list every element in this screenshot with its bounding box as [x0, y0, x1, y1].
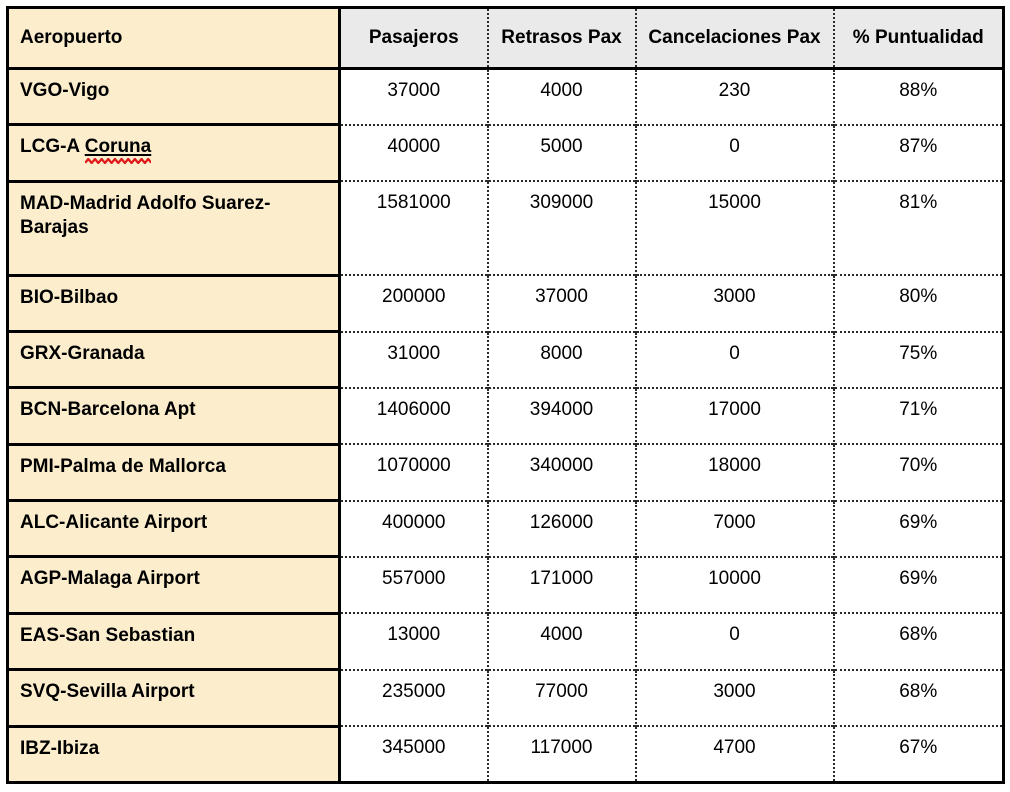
cell-pasajeros[interactable]: 13000: [340, 613, 488, 669]
cell-pasajeros[interactable]: 557000: [340, 557, 488, 613]
table-header: [8, 8, 1004, 69]
table-row: [8, 557, 1004, 613]
cell-retrasos[interactable]: 171000: [488, 557, 636, 613]
cell-airport-name[interactable]: ALC-Alicante Airport: [8, 501, 340, 557]
cell-puntualidad[interactable]: 88%: [834, 69, 1004, 125]
cell-cancelaciones[interactable]: 3000: [636, 275, 834, 331]
airport-table-container: [6, 6, 1002, 784]
cell-retrasos[interactable]: 4000: [488, 613, 636, 669]
cell-pasajeros[interactable]: 345000: [340, 726, 488, 782]
cell-pasajeros[interactable]: 1070000: [340, 444, 488, 500]
cell-airport-name[interactable]: AGP-Malaga Airport: [8, 557, 340, 613]
cell-airport-name[interactable]: MAD-Madrid Adolfo Suarez-Barajas: [8, 181, 340, 275]
table-row: [8, 726, 1004, 782]
table-row: [8, 444, 1004, 500]
cell-retrasos[interactable]: 394000: [488, 388, 636, 444]
cell-puntualidad[interactable]: 71%: [834, 388, 1004, 444]
cell-airport-name[interactable]: SVQ-Sevilla Airport: [8, 670, 340, 726]
cell-cancelaciones[interactable]: 15000: [636, 181, 834, 275]
cell-pasajeros[interactable]: 37000: [340, 69, 488, 125]
cell-pasajeros[interactable]: 235000: [340, 670, 488, 726]
cell-puntualidad[interactable]: 70%: [834, 444, 1004, 500]
cell-airport-name[interactable]: VGO-Vigo: [8, 69, 340, 125]
cell-airport-name[interactable]: [8, 125, 340, 181]
table-row: [8, 125, 1004, 181]
cell-retrasos[interactable]: 77000: [488, 670, 636, 726]
cell-cancelaciones[interactable]: 0: [636, 613, 834, 669]
cell-retrasos[interactable]: 8000: [488, 332, 636, 388]
cell-cancelaciones[interactable]: 10000: [636, 557, 834, 613]
cell-puntualidad[interactable]: 81%: [834, 181, 1004, 275]
cell-cancelaciones[interactable]: 0: [636, 332, 834, 388]
cell-retrasos[interactable]: 340000: [488, 444, 636, 500]
cell-retrasos[interactable]: 309000: [488, 181, 636, 275]
table-row: [8, 69, 1004, 125]
airport-statistics-table: [6, 6, 1005, 784]
cell-pasajeros[interactable]: 1406000: [340, 388, 488, 444]
cell-cancelaciones[interactable]: 4700: [636, 726, 834, 782]
column-header-retrasos-pax[interactable]: Retrasos Pax: [488, 8, 636, 69]
cell-airport-name[interactable]: IBZ-Ibiza: [8, 726, 340, 782]
cell-airport-name[interactable]: BIO-Bilbao: [8, 275, 340, 331]
table-row: [8, 501, 1004, 557]
table-row: [8, 275, 1004, 331]
cell-puntualidad[interactable]: 87%: [834, 125, 1004, 181]
column-header-puntualidad[interactable]: % Puntualidad: [834, 8, 1004, 69]
cell-puntualidad[interactable]: 67%: [834, 726, 1004, 782]
cell-pasajeros[interactable]: 200000: [340, 275, 488, 331]
cell-puntualidad[interactable]: 80%: [834, 275, 1004, 331]
misspelled-word-text: Coruna: [84, 136, 152, 158]
cell-retrasos[interactable]: 4000: [488, 69, 636, 125]
cell-puntualidad[interactable]: 68%: [834, 670, 1004, 726]
table-row: [8, 388, 1004, 444]
cell-airport-name[interactable]: PMI-Palma de Mallorca: [8, 444, 340, 500]
cell-airport-name[interactable]: BCN-Barcelona Apt: [8, 388, 340, 444]
cell-cancelaciones[interactable]: 7000: [636, 501, 834, 557]
table-row: [8, 670, 1004, 726]
cell-pasajeros[interactable]: 1581000: [340, 181, 488, 275]
column-header-aeropuerto[interactable]: Aeropuerto: [8, 8, 340, 69]
column-header-pasajeros[interactable]: Pasajeros: [340, 8, 488, 69]
misspelled-word[interactable]: [85, 136, 152, 157]
cell-pasajeros[interactable]: 400000: [340, 501, 488, 557]
cell-retrasos[interactable]: 37000: [488, 275, 636, 331]
cell-cancelaciones[interactable]: 230: [636, 69, 834, 125]
cell-puntualidad[interactable]: 68%: [834, 613, 1004, 669]
table-row: [8, 613, 1004, 669]
table-row: [8, 332, 1004, 388]
cell-puntualidad[interactable]: 75%: [834, 332, 1004, 388]
cell-retrasos[interactable]: 126000: [488, 501, 636, 557]
cell-cancelaciones[interactable]: 3000: [636, 670, 834, 726]
table-header-row: [8, 8, 1004, 69]
cell-airport-name[interactable]: EAS-San Sebastian: [8, 613, 340, 669]
cell-pasajeros[interactable]: 40000: [340, 125, 488, 181]
cell-puntualidad[interactable]: 69%: [834, 501, 1004, 557]
spellcheck-squiggle-icon: [85, 158, 152, 164]
cell-cancelaciones[interactable]: 18000: [636, 444, 834, 500]
cell-airport-name[interactable]: GRX-Granada: [8, 332, 340, 388]
cell-cancelaciones[interactable]: 17000: [636, 388, 834, 444]
cell-pasajeros[interactable]: 31000: [340, 332, 488, 388]
airport-name-prefix: LCG-A: [20, 136, 85, 158]
column-header-cancelaciones-pax[interactable]: Cancelaciones Pax: [636, 8, 834, 69]
cell-cancelaciones[interactable]: 0: [636, 125, 834, 181]
table-body: [8, 69, 1004, 783]
cell-retrasos[interactable]: 5000: [488, 125, 636, 181]
cell-retrasos[interactable]: 117000: [488, 726, 636, 782]
table-row: [8, 181, 1004, 275]
cell-puntualidad[interactable]: 69%: [834, 557, 1004, 613]
